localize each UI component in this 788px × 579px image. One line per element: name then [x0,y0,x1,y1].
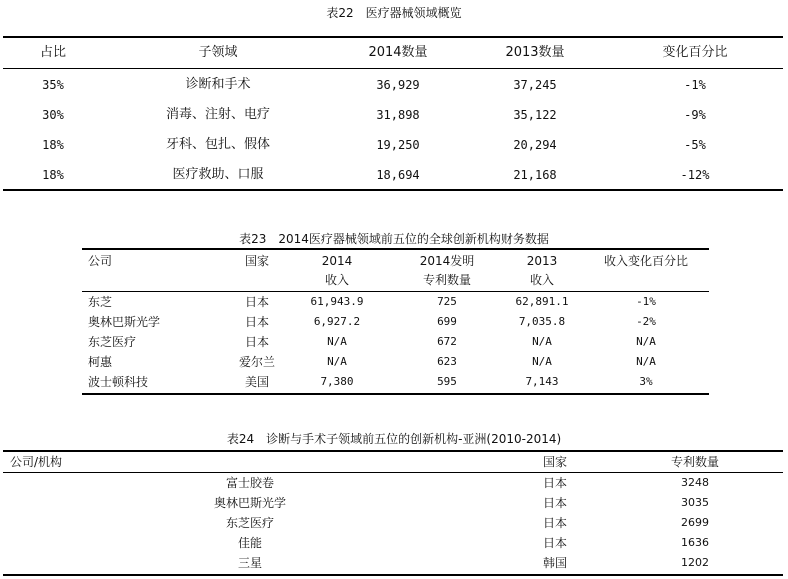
table23-caption: 表23 2014医疗器械领域前五位的全球创新机构财务数据 [239,232,549,246]
table23-row-rev2013: 7,035.8 [518,315,566,328]
table23-row-country: 日本 [244,315,269,329]
table23-header-patents-unit: 专利数量 [422,273,471,287]
table22-header-rule [3,68,783,69]
table23-header-company: 公司 [88,254,113,268]
table23-row-rev2014: N/A [327,335,347,348]
table24-bottom-rule [3,574,783,576]
table23-row-patents: 725 [437,295,457,308]
table23-row-company: 奥林巴斯光学 [88,315,161,329]
table23-row-change: 3% [639,375,653,388]
table23-header-change: 收入变化百分比 [603,254,688,268]
table23-row-company: 波士顿科技 [88,375,149,389]
table24-header-patents: 专利数量 [670,455,719,469]
table24-row-org: 东芝医疗 [225,516,274,530]
table23-row-country: 美国 [244,375,269,389]
table24-row-country: 日本 [542,496,567,510]
table22-header-subfield: 子领域 [198,45,238,60]
table23-row-country: 爱尔兰 [238,355,275,369]
table22-row-2013: 37,245 [513,78,557,92]
table24-header-rule [3,472,783,473]
table22-top-rule [3,36,783,38]
table23-row-company: 柯惠 [88,355,113,369]
table23-row-rev2013: N/A [532,355,552,368]
table24-row-org: 奥林巴斯光学 [213,496,286,510]
table22-row-share: 30% [42,108,64,122]
table23-row-rev2014: 6,927.2 [313,315,361,328]
table22-row-2014: 18,694 [376,168,420,182]
table22-row-share: 18% [42,168,64,182]
table23-row-rev2013: 62,891.1 [515,295,569,308]
table24-row-country: 韩国 [542,556,567,570]
table23-row-rev2013: 7,143 [525,375,559,388]
table23-header-rev2014-unit: 收入 [324,273,349,287]
table23-row-company: 东芝 [88,295,113,309]
table22-row-2014: 31,898 [376,108,420,122]
table22-row-change: -1% [684,78,706,92]
table22-row-2014: 36,929 [376,78,420,92]
table23-bottom-rule [82,393,709,395]
table24-row-org: 三星 [237,556,262,570]
table23-row-change: -1% [636,295,656,308]
table23-row-change: -2% [636,315,656,328]
table22-header-share: 占比 [39,45,66,60]
table23-row-patents: 672 [437,335,457,348]
table22-row-share: 35% [42,78,64,92]
table24-row-org: 富士胶卷 [225,476,274,490]
table23-row-rev2014: N/A [327,355,347,368]
table22-row-2013: 21,168 [513,168,557,182]
table23-row-rev2014: 61,943.9 [310,295,364,308]
table23-row-rev2014: 7,380 [320,375,354,388]
table24-row-patents: 3248 [681,476,709,489]
table23-row-rev2013: N/A [532,335,552,348]
table22-caption: 表22 医疗器械领域概览 [326,6,462,20]
table24-row-patents: 2699 [681,516,709,529]
table24-row-country: 日本 [542,516,567,530]
table23-row-patents: 595 [437,375,457,388]
table22-header-2014: 2014数量 [368,45,428,60]
table22-row-change: -5% [684,138,706,152]
table22-row-2013: 35,122 [513,108,557,122]
table23-row-change: N/A [636,335,656,348]
table24-header-org: 公司/机构 [10,455,63,469]
table23-row-change: N/A [636,355,656,368]
table24-top-rule [3,450,783,452]
table23-header-rev2013: 2013 [526,254,558,268]
table24-row-patents: 1202 [681,556,709,569]
table22-row-subfield: 诊断和手术 [185,77,251,92]
table24-row-country: 日本 [542,476,567,490]
table23-header-country: 国家 [244,254,269,268]
table22-header-change: 变化百分比 [662,45,728,60]
table24-header-country: 国家 [542,455,567,469]
table24-row-patents: 3035 [681,496,709,509]
table23-header-rev2013-unit: 收入 [529,273,554,287]
table22-row-2013: 20,294 [513,138,557,152]
table22-bottom-rule [3,189,783,191]
table22-row-2014: 19,250 [376,138,420,152]
table22-row-change: -9% [684,108,706,122]
table23-row-patents: 699 [437,315,457,328]
table23-row-patents: 623 [437,355,457,368]
table23-row-company: 东芝医疗 [88,335,137,349]
table22-row-change: -12% [680,168,710,182]
table23-header-rev2014: 2014 [321,254,353,268]
table23-header-rule [82,291,709,292]
table24-caption: 表24 诊断与手术子领域前五位的创新机构-亚洲(2010-2014) [226,432,562,446]
table24-row-country: 日本 [542,536,567,550]
table22-header-2013: 2013数量 [505,45,565,60]
table24-row-patents: 1636 [681,536,709,549]
table22-row-subfield: 消毒、注射、电疗 [165,107,270,122]
table23-top-rule [82,248,709,250]
table22-row-subfield: 牙科、包扎、假体 [165,137,270,152]
table23-row-country: 日本 [244,335,269,349]
table22-row-share: 18% [42,138,64,152]
table22-row-subfield: 医疗救助、口服 [172,167,264,182]
table23-header-patents: 2014发明 [419,254,475,268]
table24-row-org: 佳能 [237,536,262,550]
table23-row-country: 日本 [244,295,269,309]
